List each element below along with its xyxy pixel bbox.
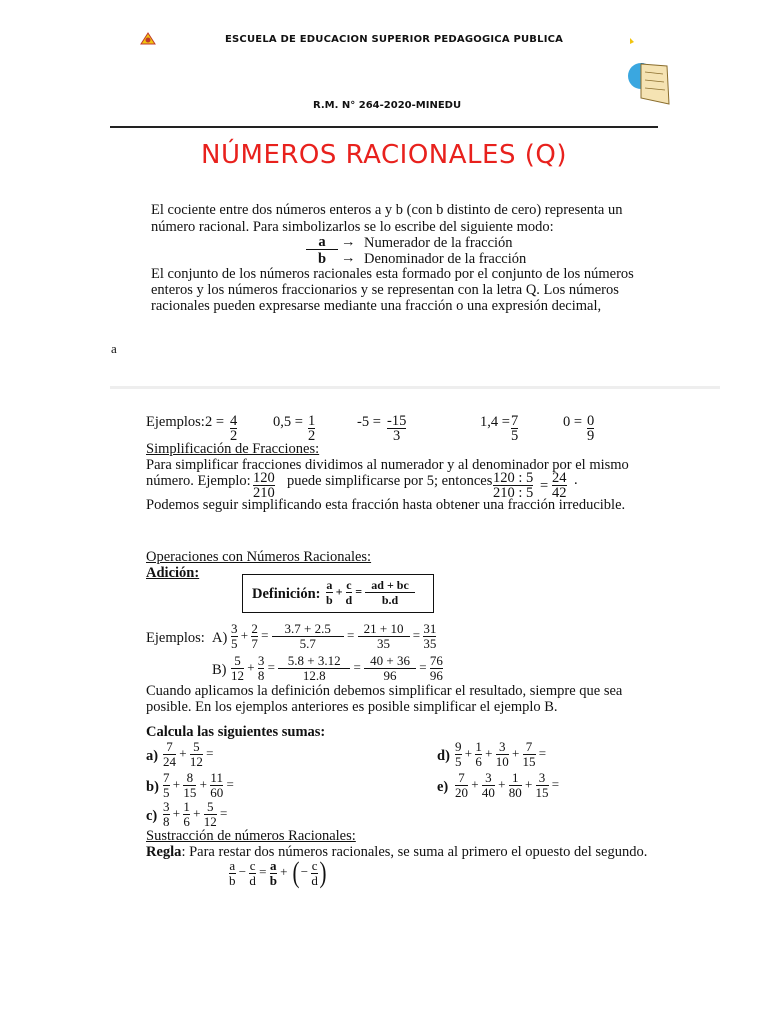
- page-title: NÚMEROS RACIONALES (Q): [201, 140, 567, 170]
- example-1-fraction: $\frac{4}{2}$: [230, 413, 238, 444]
- intro-line-3: El conjunto de los números racionales esta formado por el conjunto de los números: [151, 266, 634, 282]
- numerator-arrow-icon: →: [341, 234, 356, 250]
- intro-line-5: racionales pueden expresarse mediante una fracción o una expresión decimal,: [151, 298, 602, 314]
- exercise-b-label: b): [146, 779, 159, 795]
- addition-example-b: $\frac{5}{12}$ + $\frac{3}{8}$ = $\frac{5.8 + 3.12}{12.8}$ = $\frac{40 + 36}{96}$ = $\frac{76}{96}$: [231, 653, 443, 683]
- numerator-label: Numerador de la fracción: [364, 235, 513, 251]
- image-separator: [110, 386, 720, 389]
- operations-heading: Operaciones con Números Racionales:: [146, 549, 372, 565]
- example-4-lhs: 1,4 =: [480, 414, 510, 430]
- simplification-fraction-2: $\frac{120 : 5}{210 : 5}$: [493, 470, 534, 501]
- exercises-heading: Calcula las siguientes sumas:: [146, 724, 326, 740]
- simplification-line-2b: puede simplificarse por 5; entonces: [287, 473, 493, 489]
- examples-label: Ejemplos:: [146, 414, 205, 430]
- simplification-line-1: Para simplificar fracciones dividimos al numerador y al denominador por el mismo: [146, 457, 629, 473]
- header-divider: [110, 126, 658, 128]
- exercise-c: $\frac{3}{8}$ + $\frac{1}{6}$ + $\frac{5}{12}$ =: [163, 799, 228, 829]
- addition-heading: Adición:: [146, 565, 200, 581]
- intro-line-4: enteros y los números fraccionarios y se representan con la letra Q. Los números: [151, 282, 619, 298]
- example-3-lhs: -5 =: [357, 414, 381, 430]
- denominator-symbol: b: [317, 251, 327, 267]
- definition-label: Definición:: [252, 586, 321, 602]
- exercise-c-label: c): [146, 808, 158, 824]
- example-b-label: B): [212, 662, 227, 678]
- simplification-equals: =: [540, 478, 549, 494]
- addition-note-2: posible. En los ejemplos anteriores es posible simplificar el ejemplo B.: [146, 699, 558, 715]
- exercise-e-label: e): [437, 779, 449, 795]
- simplification-dot: .: [574, 472, 578, 488]
- exercise-b: $\frac{7}{5}$ + $\frac{8}{15}$ + $\frac{11}{60}$ =: [163, 770, 234, 800]
- addition-note-1: Cuando aplicamos la definición debemos simplificar el resultado, siempre que sea: [146, 683, 623, 699]
- example-2-lhs: 0,5 =: [273, 414, 303, 430]
- subtraction-heading: Sustracción de números Racionales:: [146, 828, 356, 844]
- simplification-line-2a: número. Ejemplo:: [146, 473, 251, 489]
- numerator-symbol: a: [306, 235, 338, 250]
- subtraction-formula: $\frac{a}{b}$ − $\frac{c}{d}$ = $\frac{a}{b}$ + ( − $\frac{c}{d}$ ): [229, 856, 327, 889]
- denominator-label: Denominador de la fracción: [364, 251, 527, 267]
- exercise-a: $\frac{7}{24}$ + $\frac{5}{12}$ =: [163, 739, 214, 769]
- addition-example-a: $\frac{3}{5}$ + $\frac{2}{7}$ = $\frac{3.7 + 2.5}{5.7}$ = $\frac{21 + 10}{35}$ = $\frac{31}{35}$: [231, 621, 437, 651]
- example-5-fraction: $\frac{0}{9}$: [587, 413, 595, 444]
- school-logo-icon: [140, 32, 156, 46]
- addition-examples-label: Ejemplos:: [146, 630, 205, 646]
- example-3-fraction: $\frac{-15}{3}$: [387, 413, 407, 444]
- subtraction-rule: [146, 844, 647, 860]
- simplification-fraction-3: $\frac{24}{42}$: [552, 470, 567, 501]
- simplification-line-3: Podemos seguir simplificando esta fracción hasta obtener una fracción irreducible.: [146, 497, 626, 513]
- book-globe-logo-icon: [627, 36, 671, 110]
- intro-line-2: número racional. Para simbolizarlos se lo escribe del siguiente modo:: [151, 219, 554, 235]
- exercise-e: $\frac{7}{20}$ + $\frac{3}{40}$ + $\frac{1}{80}$ + $\frac{3}{15}$ =: [455, 770, 560, 800]
- example-5-lhs: 0 =: [563, 414, 583, 430]
- exercise-a-label: a): [146, 748, 159, 764]
- exercise-d-label: d): [437, 748, 450, 764]
- example-a-label: A): [212, 630, 228, 646]
- example-2-fraction: $\frac{1}{2}$: [308, 413, 316, 444]
- school-name: ESCUELA DE EDUCACIÓN SUPERIOR PEDAGÓGICA PÚBLICA: [225, 34, 564, 43]
- intro-line-1: El cociente entre dos números enteros a y b (con b distinto de cero) representa un: [151, 202, 623, 218]
- rule-text: : Para restar dos números racionales, se suma al primero el opuesto del segundo.: [181, 844, 648, 860]
- simplification-fraction-1: $\frac{120}{210}$: [253, 470, 275, 501]
- denominator-arrow-icon: →: [341, 250, 356, 266]
- definition-formula: $\frac{a}{b}$ + $\frac{c}{d}$ = $\frac{ad + bc}{b.d}$: [326, 578, 415, 607]
- example-1-lhs: 2 =: [205, 414, 225, 430]
- rule-label: Regla: [146, 844, 182, 860]
- exercise-d: $\frac{9}{5}$ + $\frac{1}{6}$ + $\frac{3}{10}$ + $\frac{7}{15}$ =: [455, 739, 547, 769]
- simplification-heading: Simplificación de Fracciones:: [146, 441, 320, 457]
- stray-letter: a: [111, 341, 117, 356]
- example-4-fraction: $\frac{7}{5}$: [511, 413, 519, 444]
- resolution-number: R.M. N° 264-2020-MINEDU: [313, 100, 462, 111]
